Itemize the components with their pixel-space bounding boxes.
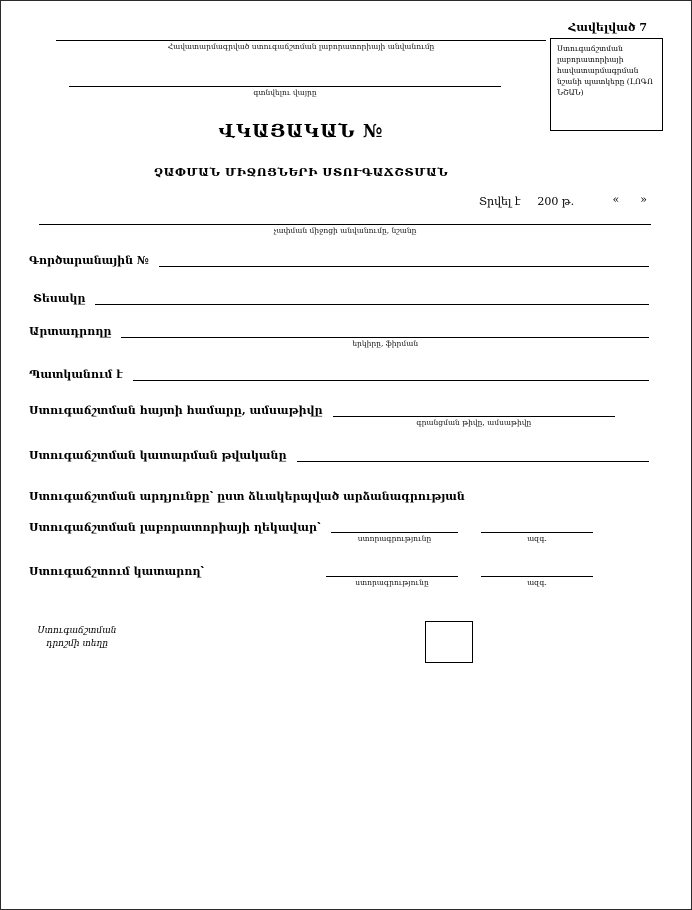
lab-name-fill-line [56, 27, 546, 51]
performer-signature-line [326, 563, 458, 587]
manufacturer-label: Արտադրողը [29, 325, 112, 338]
stamp-box [425, 621, 473, 663]
lab-head-name-line [481, 519, 593, 543]
performer-name-line [481, 563, 593, 587]
appendix-label: Հավելված 7 [568, 21, 647, 34]
issued-year: 200 թ. [537, 195, 575, 208]
lab-name-caption: Հավատարմագրված ստուգաճշտման լաբորատորիայի անվանումը [167, 42, 435, 51]
lab-head-label: Ստուգաճշտման լաբորատորիայի ղեկավար՝ [29, 521, 321, 534]
field-belongs [29, 367, 649, 381]
page-subtitle: ՉԱՓՄԱՆ ՄԻՋՈՑՆԵՐԻ ՍՏՈՒԳԱՃՇՏՄԱՆ [153, 165, 449, 179]
factory-no-fill-line [159, 253, 649, 267]
accreditation-logo-box: Ստուգաճշտման լաբորատորիայի հավատարմագրման նշանի պատկերը (ԼՈԳՈ ՆՇԱՆ) [550, 38, 663, 131]
location-caption: գտնվելու վայրը [253, 88, 317, 97]
issued-line [479, 195, 574, 208]
field-factory-no [29, 253, 649, 267]
issued-label: Տրվել է [479, 195, 521, 208]
field-application [29, 403, 615, 427]
performed-date-fill-line [297, 448, 649, 462]
instrument-caption: չափման միջոցի անվանումը, նշանը [273, 226, 417, 235]
lab-head-name-caption: ազգ. [527, 534, 547, 543]
lab-head-signature-line [331, 519, 458, 543]
performer-signature-caption: ստորագրությունը [355, 578, 429, 587]
performed-date-label: Ստուգաճշտման կատարման թվականը [29, 449, 287, 462]
field-type [33, 291, 649, 305]
field-performed-date [29, 448, 649, 462]
belongs-fill-line [133, 367, 649, 381]
issued-day-quotes: « » [612, 193, 647, 206]
type-fill-line [95, 291, 649, 305]
application-caption: գրանցման թիվը, ամսաթիվը [416, 418, 532, 427]
belongs-label: Պատկանում է [29, 368, 123, 381]
stamp-note-line1: Ստուգաճշտման [37, 626, 117, 636]
stamp-note [29, 625, 125, 650]
application-fill-line [333, 403, 615, 427]
manufacturer-fill-line [121, 324, 649, 348]
factory-no-label: Գործարանային № [29, 254, 149, 267]
lab-head-signature-caption: ստորագրությունը [357, 534, 432, 543]
performer-name-caption: ազգ. [527, 578, 547, 587]
result-label: Ստուգաճշտման արդյունքը՝ ըստ ձևակերպված արձանագրության [29, 490, 465, 503]
instrument-fill-line [39, 211, 651, 235]
performer-label: Ստուգաճշտում կատարող՝ [29, 565, 204, 578]
manufacturer-caption: երկիրը, ֆիրման [352, 339, 419, 348]
application-label: Ստուգաճշտման հայտի համարը, ամսաթիվը [29, 404, 323, 417]
field-result [29, 485, 465, 504]
type-label: Տեսակը [33, 292, 86, 305]
location-fill-line [69, 73, 501, 97]
page-title: ՎԿԱՅԱԿԱՆ № [218, 121, 384, 142]
stamp-note-line2: դրոշմի տեղը [46, 638, 108, 649]
field-manufacturer [29, 324, 649, 348]
